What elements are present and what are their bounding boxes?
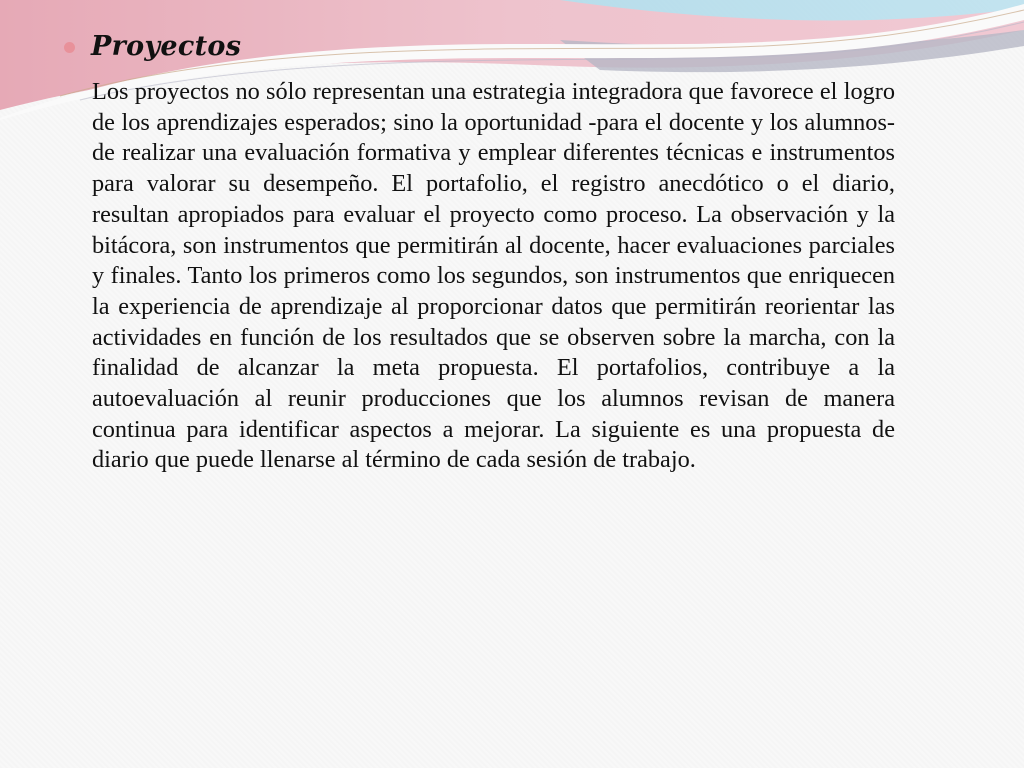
slide-body-paragraph: Los proyectos no sólo representan una estrategia integradora que favorece el logro de los aprendizajes esperados; sino la oportunidad -para el docente y los alumnos- de realizar una evaluación formativa y emplear diferentes técnicas e instrumentos para valorar su desempeño. El portafolio, el registro anecdótico o el diario, resultan apropiados para evaluar el proyecto como proceso. La observación y la bitácora, son instrumentos que permitirán al docente, hacer evaluaciones parciales y finales. Tanto los primeros como los segundos, son instrumentos que enriquecen la experiencia de aprendizaje al proporcionar datos que permitirán reorientar las actividades en función de los resultados que se observen sobre la marcha, con la finalidad de alcanzar la meta propuesta. El portafolios, contribuye a la autoevaluación al reunir producciones que los alumnos revisan de manera continua para identificar aspectos a mejorar. La siguiente es una propuesta de diario que puede llenarse al término de cada sesión de trabajo. [92, 78, 895, 474]
slide-title: Proyectos [91, 31, 242, 62]
title-row [64, 31, 241, 62]
bullet-icon [64, 42, 75, 53]
